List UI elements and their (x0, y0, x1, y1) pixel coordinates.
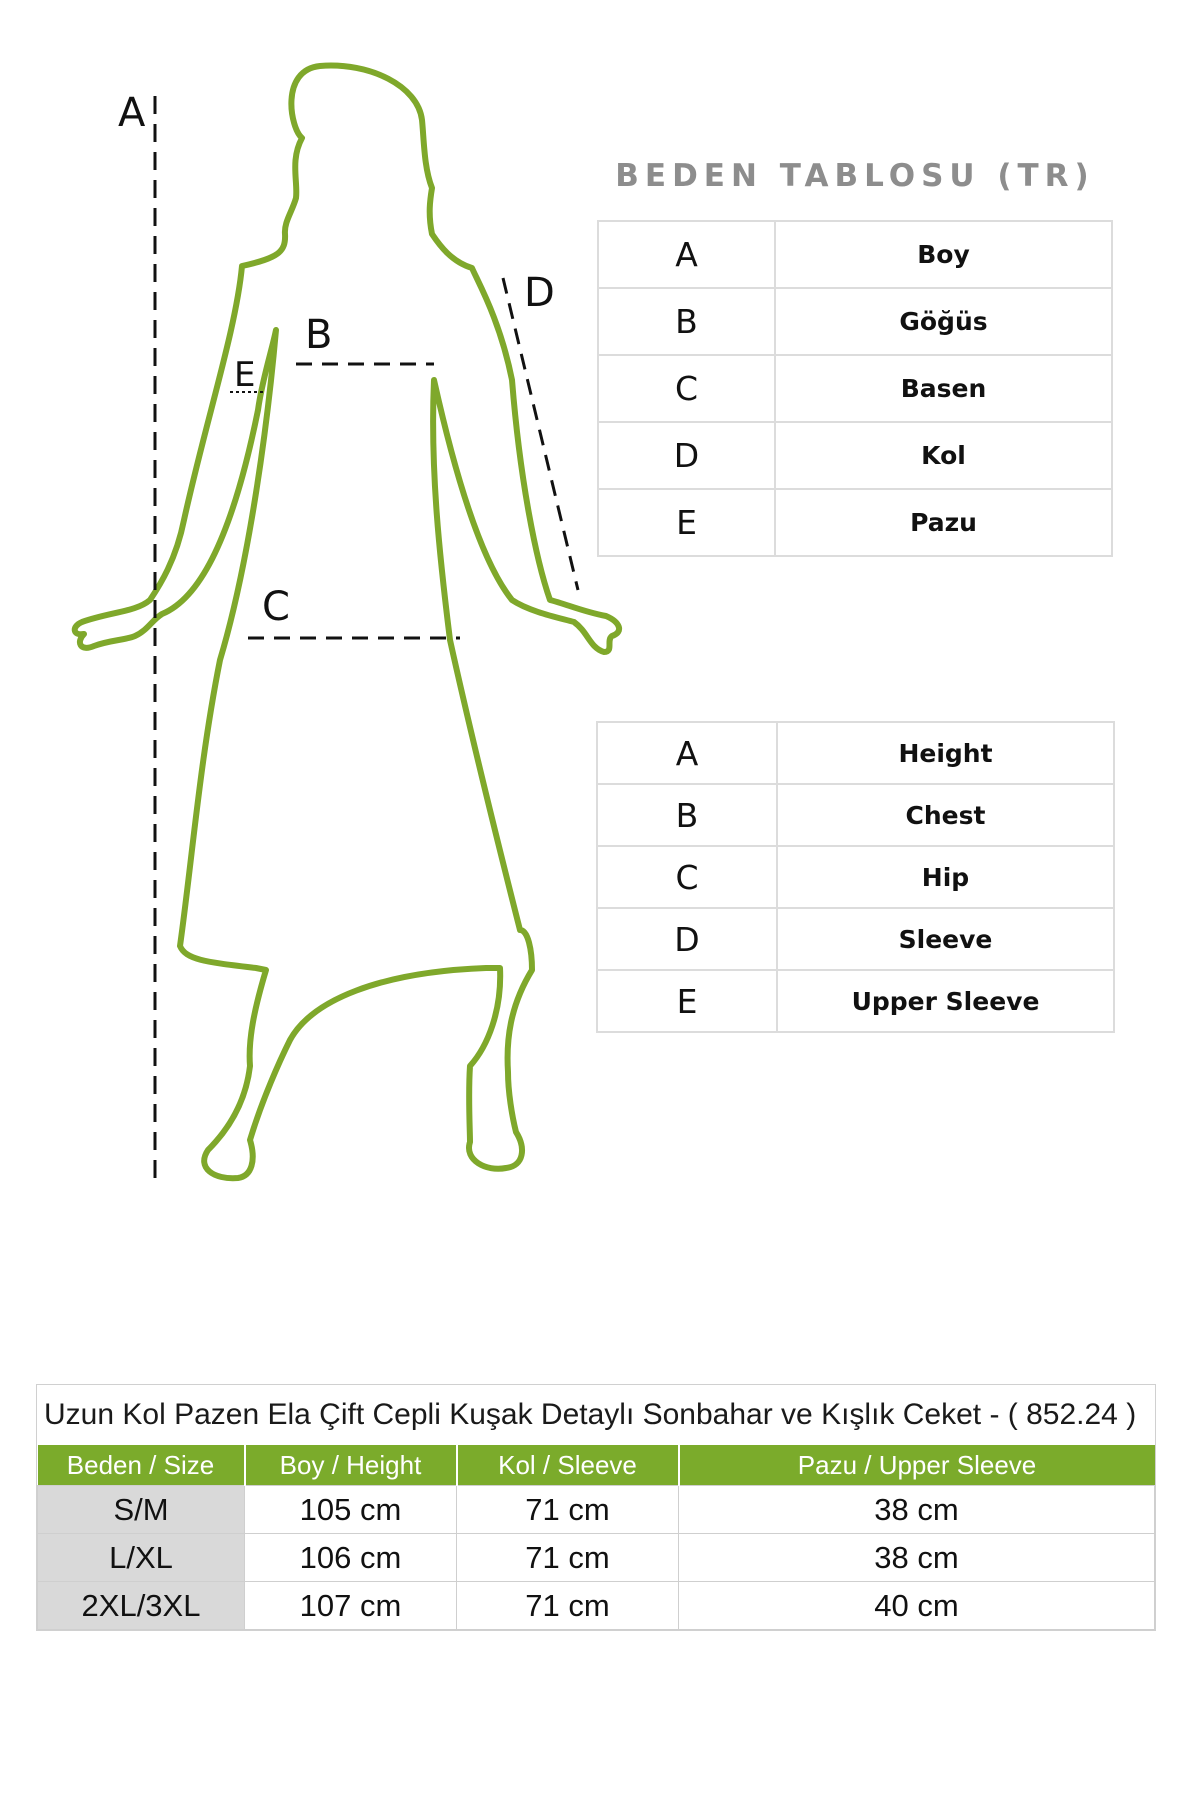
tr-legend-table (597, 220, 1113, 557)
legend-row (597, 846, 1114, 908)
legend-row (598, 489, 1112, 556)
legend-letter: B (598, 288, 775, 355)
label-d: D (524, 270, 555, 316)
column-header-size: Beden / Size (38, 1445, 245, 1486)
legend-row (598, 221, 1112, 288)
column-header-height: Boy / Height (245, 1445, 457, 1486)
size-cell: S/M (38, 1486, 245, 1534)
legend-meaning: Chest (777, 784, 1114, 846)
legend-meaning: Pazu (775, 489, 1112, 556)
label-c: C (262, 584, 290, 630)
legend-meaning: Hip (777, 846, 1114, 908)
legend-row (598, 422, 1112, 489)
height-cell: 105 cm (245, 1486, 457, 1534)
legend-meaning: Upper Sleeve (777, 970, 1114, 1032)
legend-row (597, 722, 1114, 784)
legend-letter: A (598, 221, 775, 288)
legend-meaning: Kol (775, 422, 1112, 489)
size-cell: 2XL/3XL (38, 1582, 245, 1630)
product-title: Uzun Kol Pazen Ela Çift Cepli Kuşak Detaylı Sonbahar ve Kışlık Ceket - ( 852.24 ) (44, 1398, 1137, 1431)
table-row (38, 1486, 1155, 1534)
legend-row (597, 970, 1114, 1032)
legend-row (598, 355, 1112, 422)
legend-letter: D (598, 422, 775, 489)
size-cell: L/XL (38, 1534, 245, 1582)
label-b: B (305, 312, 333, 358)
size-chart-title: BEDEN TABLOSU (TR) (615, 158, 1095, 194)
legend-row (597, 908, 1114, 970)
legend-letter: B (597, 784, 777, 846)
table-row (38, 1582, 1155, 1630)
label-e: E (234, 355, 256, 395)
legend-meaning: Sleeve (777, 908, 1114, 970)
legend-row (597, 784, 1114, 846)
legend-letter: E (598, 489, 775, 556)
column-header-upper-sleeve: Pazu / Upper Sleeve (679, 1445, 1155, 1486)
sleeve-cell: 71 cm (457, 1486, 679, 1534)
legend-meaning: Boy (775, 221, 1112, 288)
legend-meaning: Göğüs (775, 288, 1112, 355)
legend-letter: D (597, 908, 777, 970)
height-cell: 107 cm (245, 1582, 457, 1630)
upper-sleeve-cell: 40 cm (679, 1582, 1155, 1630)
size-table-header (38, 1445, 1155, 1486)
height-cell: 106 cm (245, 1534, 457, 1582)
legend-letter: C (598, 355, 775, 422)
upper-sleeve-cell: 38 cm (679, 1534, 1155, 1582)
product-size-table-section (36, 1384, 1156, 1631)
upper-sleeve-cell: 38 cm (679, 1486, 1155, 1534)
size-table (37, 1445, 1155, 1630)
body-outline (75, 66, 619, 1179)
legend-letter: A (597, 722, 777, 784)
legend-meaning: Height (777, 722, 1114, 784)
legend-letter: C (597, 846, 777, 908)
column-header-sleeve: Kol / Sleeve (457, 1445, 679, 1486)
label-a: A (118, 90, 146, 136)
sleeve-cell: 71 cm (457, 1534, 679, 1582)
en-legend-table (596, 721, 1115, 1033)
sleeve-cell: 71 cm (457, 1582, 679, 1630)
table-row (38, 1534, 1155, 1582)
legend-row (598, 288, 1112, 355)
legend-letter: E (597, 970, 777, 1032)
legend-meaning: Basen (775, 355, 1112, 422)
